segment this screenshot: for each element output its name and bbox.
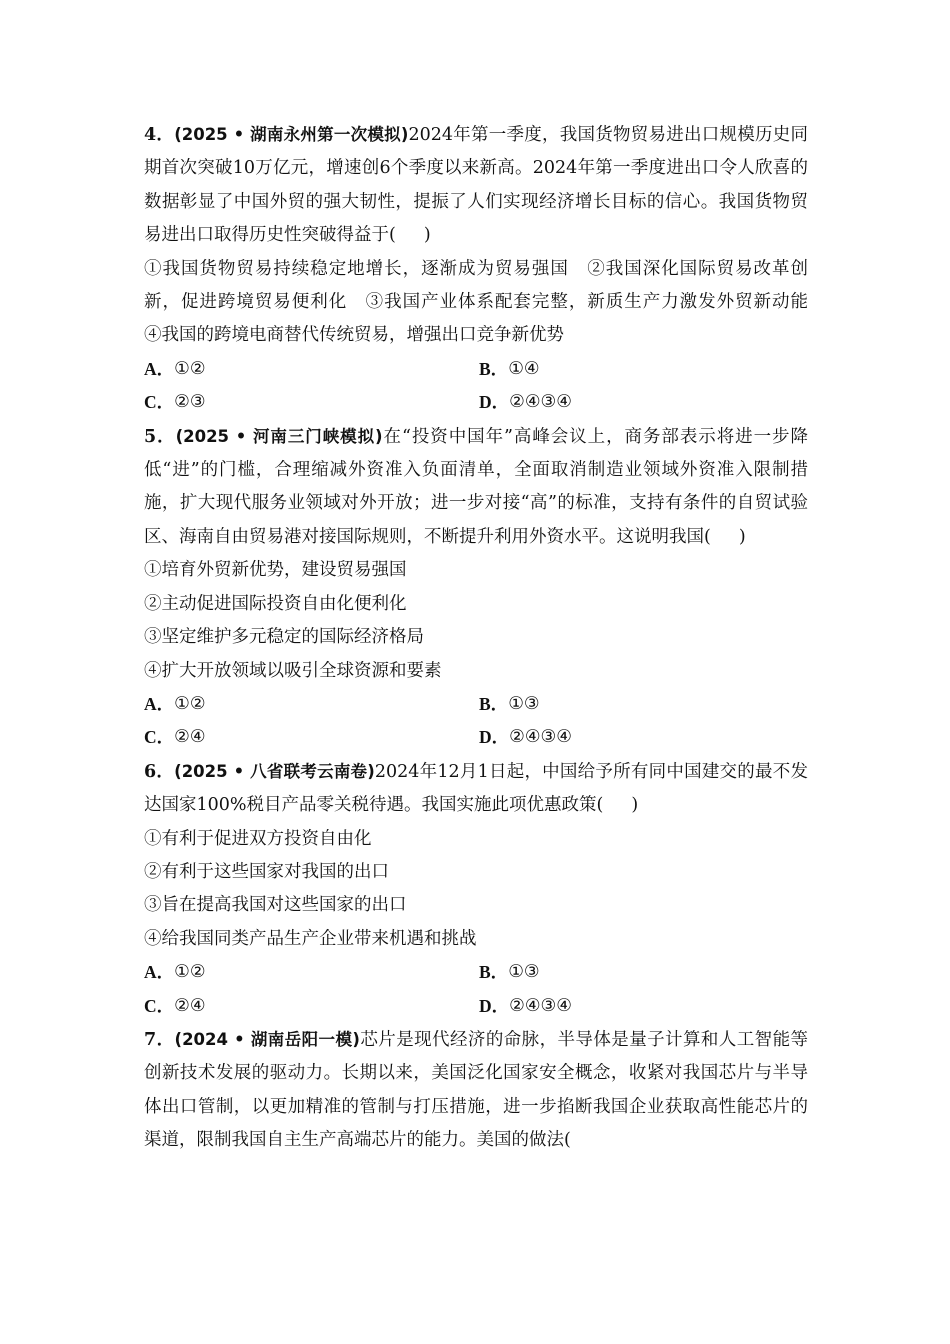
option-d[interactable]	[479, 990, 808, 1023]
option-text: ②③	[174, 392, 206, 413]
question-source: (2025 • 湖南永州第一次模拟)	[174, 125, 409, 144]
option-b[interactable]	[479, 956, 808, 989]
option-a[interactable]	[144, 353, 479, 386]
question-text: 2024年12月1日起，中国给予所有同中国建交的最不发达国家100%税目产品零关税待遇。我国实施此项优惠政策(	[144, 761, 808, 816]
question-7	[144, 1023, 808, 1158]
option-text: ①②	[174, 358, 206, 379]
question-list	[144, 118, 826, 1158]
option-a[interactable]	[144, 956, 479, 989]
question-paren-close: )	[631, 795, 639, 816]
option-letter: C．	[144, 392, 175, 413]
question-stem	[144, 420, 808, 555]
option-text: ①③	[508, 693, 540, 714]
question-stem	[144, 755, 808, 823]
question-5	[144, 420, 808, 755]
statements-inline: ①我国货物贸易持续稳定地增长，逐渐成为贸易强国 ②我国深化国际贸易改革创新，促进跨境贸易便利化 ③我国产业体系配套完整，新质生产力激发外贸新动能 ④我国的跨境电商替代传统贸易，增强出口竞争新优势	[144, 258, 826, 346]
question-text: 芯片是现代经济的命脉，半导体是量子计算和人工智能等创新技术发展的驱动力。长期以来，美国泛化国家安全概念，收紧对我国芯片与半导体出口管制，以更加精准的管制与打压措施，进一步掐断我国企业获取高性能芯片的渠道，限制我国自主生产高端芯片的能力。美国的做法(	[144, 1029, 808, 1151]
statement-4: ④扩大开放领域以吸引全球资源和要素	[144, 660, 442, 681]
question-stem	[144, 1023, 808, 1158]
option-c[interactable]	[144, 721, 479, 754]
statement-1: ①培育外贸新优势，建设贸易强国	[144, 560, 407, 581]
option-d[interactable]	[479, 721, 808, 754]
option-letter: C．	[144, 727, 175, 748]
statement-4: ④给我国同类产品生产企业带来机遇和挑战	[144, 928, 477, 949]
option-text: ②④③④	[509, 392, 572, 413]
question-number: 7．	[144, 1029, 175, 1050]
option-text: ②④③④	[509, 727, 572, 748]
question-number: 4．	[144, 125, 175, 145]
question-text: 在“投资中国年”高峰会议上，商务部表示将进一步降低“进”的门槛，合理缩减外资准入负面清单，全面取消制造业领域外资准入限制措施，扩大现代服务业领域对外开放；进一步对接“高”的标准，支持有条件的自贸试验区、海南自由贸易港对接国际规则，不断提升利用外资水平。这说明我国(	[144, 426, 808, 547]
option-text: ②④	[174, 727, 206, 748]
option-text: ②④③④	[509, 995, 572, 1016]
question-paren-close: )	[423, 225, 431, 246]
option-c[interactable]	[144, 990, 479, 1023]
question-number: 6．	[144, 761, 175, 782]
answer-options	[144, 353, 808, 420]
option-c[interactable]	[144, 386, 479, 419]
option-letter: D．	[479, 392, 510, 413]
option-b[interactable]	[479, 353, 808, 386]
statement-2: ②主动促进国际投资自由化便利化	[144, 593, 407, 614]
question-4	[144, 118, 826, 420]
question-6	[144, 755, 808, 1023]
option-letter: C．	[144, 995, 175, 1016]
option-letter: B．	[479, 962, 509, 983]
option-letter: D．	[479, 727, 510, 748]
option-text: ②④	[174, 995, 206, 1016]
question-source: (2024 • 湖南岳阳一模)	[174, 1029, 360, 1049]
option-letter: B．	[479, 358, 509, 379]
option-text: ①②	[174, 962, 206, 983]
option-letter: A．	[144, 962, 175, 983]
option-letter: D．	[479, 995, 510, 1016]
question-source: (2025 • 河南三门峡模拟)	[175, 426, 383, 446]
option-text: ①③	[508, 962, 540, 983]
option-letter: A．	[144, 693, 175, 714]
answer-options	[144, 956, 808, 1023]
option-letter: B．	[479, 693, 509, 714]
option-letter: A．	[144, 358, 175, 379]
statement-2: ②有利于这些国家对我国的出口	[144, 861, 389, 882]
question-text: 2024年第一季度，我国货物贸易进出口规模历史同期首次突破10万亿元，增速创6个季度以来新高。2024年第一季度进出口令人欣喜的数据彰显了中国外贸的强大韧性，提振了人们实现经济增长目标的信心。我国货物贸易进出口取得历史性突破得益于(	[144, 125, 808, 246]
option-d[interactable]	[479, 386, 808, 419]
answer-options	[144, 688, 808, 755]
question-number: 5．	[144, 426, 176, 447]
option-text: ①④	[508, 358, 540, 379]
option-text: ①②	[174, 693, 206, 714]
question-paren-close: )	[738, 526, 746, 547]
question-source: (2025 • 八省联考云南卷)	[174, 761, 375, 781]
option-a[interactable]	[144, 688, 479, 721]
option-b[interactable]	[479, 688, 808, 721]
statement-3: ③旨在提高我国对这些国家的出口	[144, 895, 407, 916]
question-stem	[144, 118, 808, 253]
statement-3: ③坚定维护多元稳定的国际经济格局	[144, 627, 424, 648]
statement-1: ①有利于促进双方投资自由化	[144, 828, 372, 849]
